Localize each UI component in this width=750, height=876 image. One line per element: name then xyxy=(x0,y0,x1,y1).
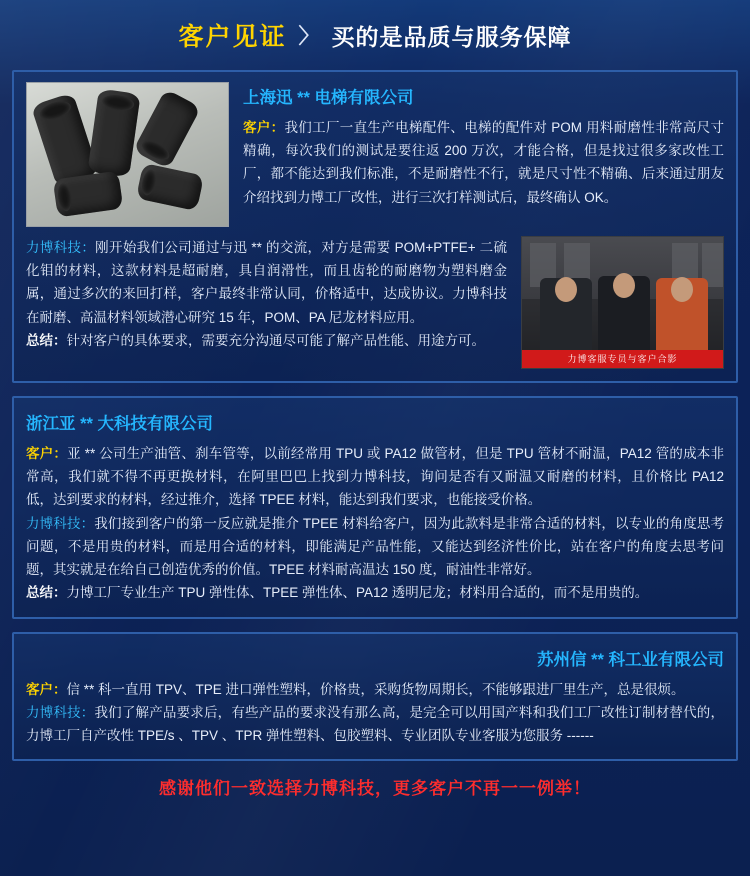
case-3-block-1-label: 力博科技： xyxy=(26,704,95,720)
case-1-top-row xyxy=(26,82,724,227)
cases-container xyxy=(0,70,750,799)
case-1-block-2 xyxy=(26,329,507,352)
case-1-block-1 xyxy=(26,236,507,329)
case-1-block-2-text: 针对客户的具体要求，需要充分沟通尽可能了解产品性能、用途方可。 xyxy=(66,332,485,348)
page-header xyxy=(0,0,750,70)
group-photo xyxy=(521,236,724,369)
case-2-company-name: 浙江亚 ** 大科技有限公司 xyxy=(26,415,214,433)
case-1-block-0-text: 我们工厂一直生产电梯配件、电梯的配件对 POM 用料耐磨性非常高尺寸精确，每次我们的测试是要往返 200 万次，才能合格，但是找过很多家改性工厂，都不能达到我们标准，不是耐磨性不行，就是尺寸性不精确、后来通过朋友介绍找到力博工厂改性，进行三次打样测试后，最终确认 OK。 xyxy=(243,120,724,205)
case-2-block-2-text: 力博工厂专业生产 TPU 弹性体、TPEE 弹性体、PA12 透明尼龙；材料用合适的，而不是用贵的。 xyxy=(66,585,649,601)
header-highlight: 客户见证 xyxy=(178,23,287,51)
case-1-block-1-text: 刚开始我们公司通过与迅 ** 的交流，对方是需要 POM+PTFE+ 二硫化钼的材料，这款材料是超耐磨，具自润滑性，而且齿轮的耐磨物为塑料磨金属，通过多次的来回打样，客户最终非常认同，价格适中，达成协议。力博科技在耐磨、高温材料领域潜心研究 15 年，POM、PA 尼龙材料应用。 xyxy=(26,240,508,325)
case-3-company-name: 苏州信 ** 科工业有限公司 xyxy=(536,650,724,669)
case-3-block-0 xyxy=(26,678,724,701)
case-1-bottom-row xyxy=(26,236,724,369)
case-3-block-1-text: 我们了解产品要求后，有些产品的要求没有那么高，是完全可以用国产料和我们工厂改性订制材替代的，力博工厂自产改性 TPE/s 、TPV 、TPR 弹性塑料、包胶塑料、专业团队专业客服为您服务 ------ xyxy=(26,704,725,743)
chevron-right-icon: 〉 xyxy=(298,25,320,48)
case-2-block-0 xyxy=(26,442,724,512)
footer-message: 感谢他们一致选择力博科技，更多客户不再一一例举！ xyxy=(159,779,591,799)
group-photo-caption: 力博客服专员与客户合影 xyxy=(522,350,723,368)
case-2-block-0-text: 亚 ** 公司生产油管、刹车管等，以前经常用 TPU 或 PA12 做管材，但是 TPU 管材不耐温，PA12 管的成本非常高，我们就不得不再更换材料，在阿里巴巴上找到力博科技，询问是否有又耐温又耐磨的材料，且价格比 PA12 低，达到要求的材料，经过推介，选择 TPEE 材料，能达到我们要求，也能接受价格。 xyxy=(26,446,725,508)
case-3-block-0-text: 信 ** 科一直用 TPV、TPE 进口弹性塑料，价格贵，采购货物周期长，不能够跟进厂里生产，总是很烦。 xyxy=(66,681,685,697)
case-2-block-2 xyxy=(26,581,724,604)
case-3-block-0-label: 客户： xyxy=(26,681,67,697)
case-1-block-0 xyxy=(243,116,724,209)
case-card-3 xyxy=(12,632,738,762)
case-1-company-name: 上海迅 ** 电梯有限公司 xyxy=(243,89,414,107)
case-1-block-0-label: 客户： xyxy=(243,120,285,135)
page-title: 买的是品质与服务保障 xyxy=(331,23,572,50)
case-2-block-1-text: 我们接到客户的第一反应就是推介 TPEE 材料给客户，因为此款料是非常合适的材料，以专业的角度思考问题，不是用贵的材料，而是用合适的材料，即能满足产品性能，又能达到经济性价比，站在客户的角度去思考问题，其实就是在给自己创造优秀的价值。TPEE 材料耐高温达 150 度，耐油性非常好。 xyxy=(26,515,725,578)
case-3-block-1 xyxy=(26,701,724,747)
case-2-block-2-label: 总结： xyxy=(26,585,67,601)
case-1-block-2-label: 总结： xyxy=(26,332,67,348)
case-card-1 xyxy=(12,70,738,383)
case-2-block-1-label: 力博科技： xyxy=(26,515,95,531)
product-photo xyxy=(26,82,229,227)
case-card-2 xyxy=(12,396,738,619)
case-1-text-column xyxy=(243,82,724,227)
case-1-block-1-label: 力博科技： xyxy=(26,240,96,255)
case-2-block-0-label: 客户： xyxy=(26,446,68,461)
case-2-block-1 xyxy=(26,512,724,582)
